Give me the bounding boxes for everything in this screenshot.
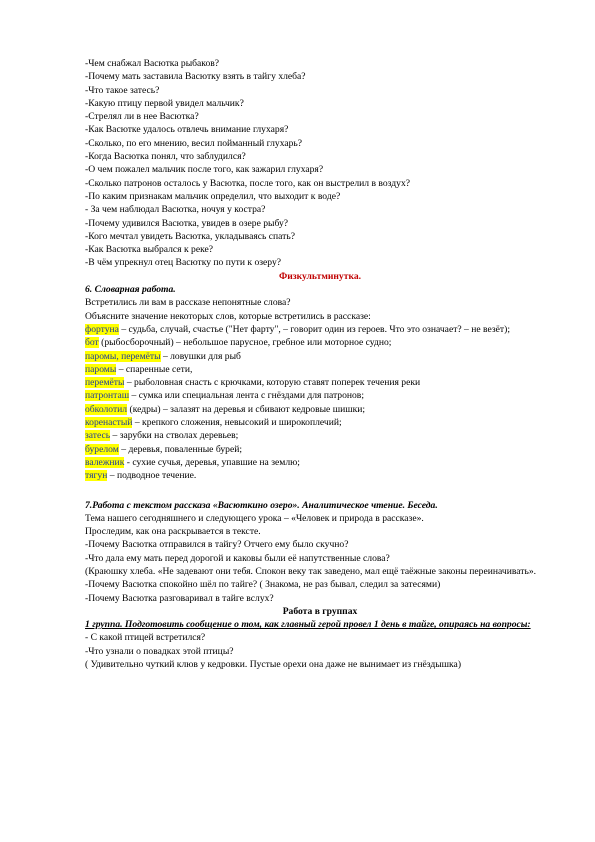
group-line: - С какой птицей встретился? <box>85 632 206 644</box>
vocab-entry <box>85 416 555 429</box>
vocab-term: коренастый <box>85 417 133 429</box>
vocabulary-intro: Встретились ли вам в рассказе непонятные слова? <box>85 297 291 309</box>
question-item: -В чём упрекнул отец Васютку по пути к озеру? <box>85 257 282 269</box>
vocab-entry <box>85 336 555 349</box>
vocab-entry <box>85 350 555 363</box>
vocab-definition: (рыбосборочный) – небольшое парусное, гребное или моторное судно; <box>98 337 392 349</box>
question-item: -Сколько, по его мнению, весил пойманный глухарь? <box>85 137 303 149</box>
section-spacer <box>85 483 555 499</box>
vocab-term: фортуна <box>85 323 119 335</box>
question-item: -О чем пожалел мальчик после того, как зажарил глухаря? <box>85 164 324 176</box>
vocab-term: затесь <box>85 430 111 442</box>
vocabulary-section <box>85 283 555 482</box>
vocab-definition: – ловушки для рыб <box>160 350 241 362</box>
group-work-title: Работа в группах <box>282 605 358 617</box>
text-work-line: -Почему Васютка разговаривал в тайге вслух? <box>85 592 274 604</box>
vocab-entry <box>85 376 555 389</box>
question-item: -По каким признакам мальчик определил, что выходит к воде? <box>85 190 341 202</box>
text-work-heading: 7.Работа с текстом рассказа «Васюткино озеро». Аналитическое чтение. Беседа. <box>85 499 438 511</box>
vocab-term: бот <box>85 337 99 349</box>
vocab-term: перемёты <box>85 377 125 389</box>
question-item: -Кого мечтал увидеть Васютка, укладываясь спать? <box>85 230 296 242</box>
question-item: -Что такое затесь? <box>85 84 160 96</box>
vocab-entry <box>85 443 555 456</box>
vocab-term: паромы, перемёты <box>85 350 161 362</box>
vocabulary-heading: 6. Словарная работа. <box>85 284 176 296</box>
vocab-definition: - сухие сучья, деревья, упавшие на землю; <box>124 456 300 468</box>
vocab-definition: (кедры) – залазят на деревья и сбивают кедровые шишки; <box>127 403 366 415</box>
question-item: -Чем снабжал Васютка рыбаков? <box>85 58 220 69</box>
question-item: -Какую птицу первой увидел мальчик? <box>85 97 244 109</box>
vocab-entry <box>85 363 555 376</box>
question-item: -Сколько патронов осталось у Васютка, после того, как он выстрелил в воздух? <box>85 177 411 189</box>
vocab-entry <box>85 403 555 416</box>
text-work-section <box>85 499 555 605</box>
question-list <box>85 57 555 270</box>
vocab-definition: – рыболовная снасть с крючками, которую ставят поперек течения реки <box>124 377 421 389</box>
vocab-entry <box>85 323 555 336</box>
vocab-definition: – деревья, поваленные бурей; <box>118 443 243 455</box>
question-item: -Почему удивился Васютка, увидев в озере рыбу? <box>85 217 289 229</box>
text-work-line: -Что дала ему мать перед дорогой и каковы были её напутственные слова? <box>85 552 390 564</box>
question-item: -Стрелял ли в нее Васютка? <box>85 111 199 123</box>
vocab-entry <box>85 456 555 469</box>
vocab-term: тягун <box>85 470 108 482</box>
question-item: - За чем наблюдал Васютка, ночуя у костра? <box>85 204 266 216</box>
vocab-term: бурелом <box>85 443 119 455</box>
group-task: 1 группа. Подготовить сообщение о том, как главный герой провел 1 день в тайге, опираясь на вопросы: <box>85 619 531 631</box>
vocab-definition: – сумка или специальная лента с гнёздами для патронов; <box>129 390 365 402</box>
vocab-definition: – зарубки на стволах деревьев; <box>110 430 239 442</box>
vocab-definition: – спаренные сети, <box>116 363 193 375</box>
vocab-term: валежник <box>85 456 125 468</box>
vocab-term: патронташ <box>85 390 130 402</box>
vocabulary-intro: Объясните значение некоторых слов, которые встретились в рассказе: <box>85 310 371 322</box>
vocab-definition: – судьба, случай, счастье ("Нет фарту", – говорит один из героев. Что это означает? – не везёт); <box>118 323 510 335</box>
question-item: -Почему мать заставила Васютку взять в тайгу хлеба? <box>85 71 306 83</box>
question-item: -Как Васютке удалось отвлечь внимание глухаря? <box>85 124 289 136</box>
question-item: -Как Васютка выбрался к реке? <box>85 244 214 256</box>
vocab-term: обколотил <box>85 403 128 415</box>
text-work-line: -Почему Васютка спокойно шёл по тайге? ( Знакома, не раз бывал, следил за затесями) <box>85 579 441 591</box>
vocab-term: паромы <box>85 363 117 375</box>
group-line: ( Удивительно чуткий клюв у кедровки. Пустые орехи она даже не вынимает из гнёздышка) <box>85 659 462 671</box>
text-work-line: Проследим, как она раскрывается в тексте. <box>85 526 261 538</box>
vocab-definition: – крепкого сложения, невысокий и широкоплечий; <box>132 417 342 429</box>
vocab-entry <box>85 389 555 402</box>
vocab-entry <box>85 469 555 482</box>
document-page <box>85 57 555 671</box>
question-item: -Когда Васютка понял, что заблудился? <box>85 151 246 163</box>
fizminutka-heading: Физкультминутка. <box>278 270 362 282</box>
text-work-line: -Почему Васютка отправился в тайгу? Отчего ему было скучно? <box>85 539 349 551</box>
group-line: -Что узнали о повадках этой птицы? <box>85 645 234 657</box>
vocab-entry <box>85 429 555 442</box>
group-work-section <box>85 605 555 671</box>
vocab-definition: – подводное течение. <box>107 470 197 482</box>
text-work-line: (Краюшку хлеба. «Не задевают они тебя. Спокон веку так заведено, мал ещё таёжные законы переиначивать». <box>85 565 537 577</box>
text-work-line: Тема нашего сегодняшнего и следующего урока – «Человек и природа в рассказе». <box>85 512 424 524</box>
